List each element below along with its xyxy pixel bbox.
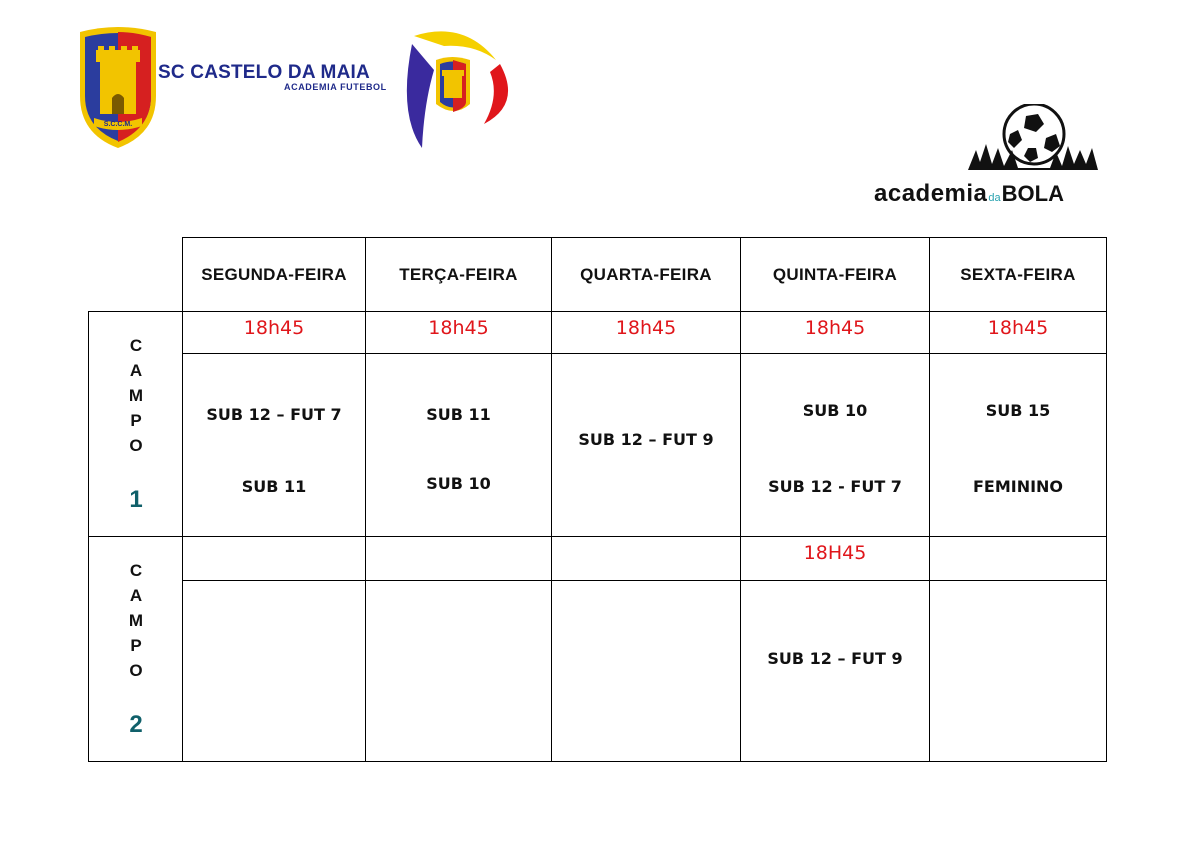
campo1-group-quinta-1: SUB 10 (802, 400, 868, 420)
logo-word-academia: academia (874, 180, 988, 207)
campo-number: 1 (129, 486, 143, 513)
campo-letter: M (128, 611, 144, 630)
club-subtitle: ACADEMIA FUTEBOL (284, 82, 387, 92)
campo-letter: O (129, 661, 143, 680)
campo-number: 2 (129, 711, 143, 738)
campo1-group-terca-1: SUB 11 (426, 404, 491, 424)
soccer-ball-icon (966, 104, 1100, 176)
campo1-group-quinta-2: SUB 12 - FUT 7 (768, 476, 902, 496)
campo2-group-quinta-1: SUB 12 – FUT 9 (767, 648, 903, 668)
campo1-time-terca: 18h45 (428, 317, 489, 339)
campo-letter: C (129, 561, 143, 580)
academia-da-bola-logo (874, 180, 1064, 208)
campo1-time-quinta: 18h45 (804, 317, 866, 339)
day-header-segunda: SEGUNDA-FEIRA (201, 264, 347, 284)
campo2-time-quinta: 18H45 (803, 542, 867, 564)
campo-letter: M (128, 386, 144, 405)
campo1-time-sexta: 18h45 (987, 317, 1049, 339)
campo-letter: P (130, 411, 142, 430)
day-header-quinta: QUINTA-FEIRA (772, 264, 898, 284)
campo-letter: A (129, 361, 143, 380)
club-crest-logo (76, 26, 160, 150)
campo1-group-segunda-1: SUB 12 – FUT 7 (206, 404, 342, 424)
logo-word-bola: BOLA (1001, 181, 1064, 206)
campo1-time-quarta: 18h45 (615, 317, 677, 339)
day-header-terca: TERÇA-FEIRA (399, 264, 518, 284)
academy-swirl-logo (404, 24, 516, 152)
campo1-group-sexta-2: FEMININO (972, 476, 1064, 496)
campo1-group-quarta-1: SUB 12 – FUT 9 (578, 429, 714, 449)
campo-letter: C (129, 336, 143, 355)
campo-letter: O (129, 436, 143, 455)
campo1-group-terca-2: SUB 10 (426, 473, 491, 493)
crest-text: S.C.C.M. (103, 121, 133, 128)
campo1-time-segunda: 18h45 (243, 317, 305, 339)
campo-letter: A (129, 586, 143, 605)
campo1-group-sexta-1: SUB 15 (985, 400, 1051, 420)
club-name: SC CASTELO DA MAIA (158, 62, 370, 83)
day-header-quarta: QUARTA-FEIRA (580, 264, 712, 284)
campo1-group-segunda-2: SUB 11 (241, 476, 307, 496)
logo-word-da: da (988, 192, 1001, 204)
campo-letter: P (130, 636, 142, 655)
day-header-sexta: SEXTA-FEIRA (960, 264, 1076, 284)
